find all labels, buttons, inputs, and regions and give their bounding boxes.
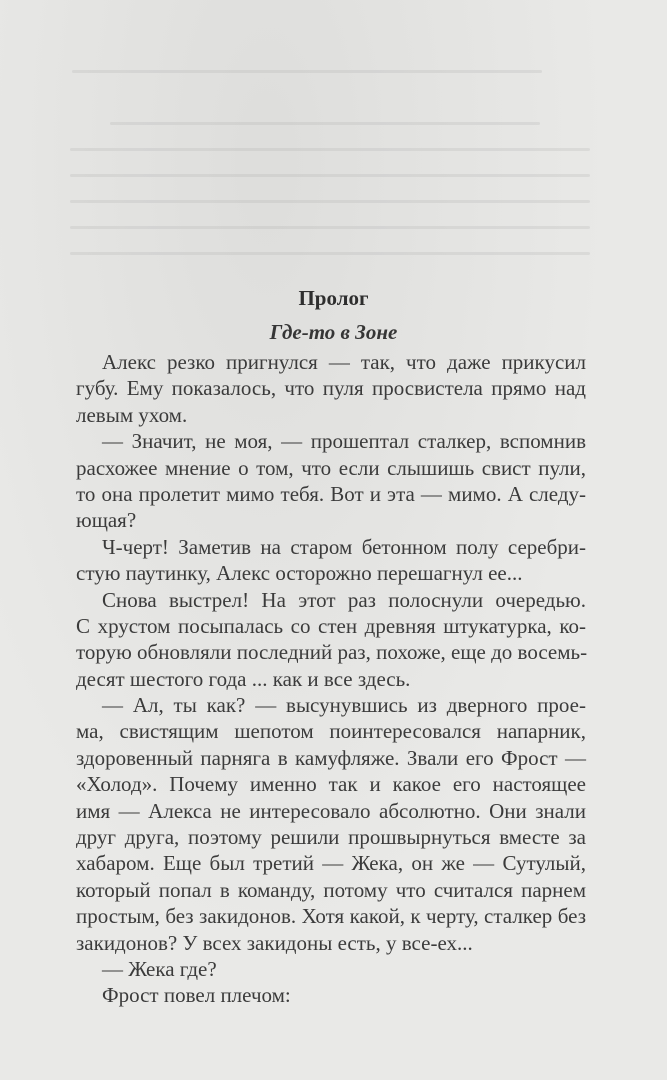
text-line: простым, без закидонов. Хотя какой, к черту, сталкер без [76, 904, 586, 929]
show-through-line [70, 200, 590, 203]
show-through-line [110, 122, 540, 125]
text-line: Снова выстрел! На этот раз полоснули очередью. [102, 587, 586, 612]
chapter-title: Пролог [298, 286, 369, 310]
text-line: «Холод». Почему именно так и какое его настоящее [76, 772, 586, 797]
text-line: то она пролетит мимо тебя. Вот и эта — мимо. А следу- [76, 481, 586, 506]
text-line: хабаром. Еще был третий — Жека, он же — Сутулый, [76, 851, 586, 876]
text-line: С хрустом посыпалась со стен древняя штукатурка, ко- [76, 613, 586, 638]
text-line: имя — Алекса не интересовало абсолютно. Они знали [76, 798, 586, 823]
text-line: Фрост повел плечом: [102, 983, 291, 1008]
text-line: — Значит, не моя, — прошептал сталкер, вспомнив [102, 429, 586, 454]
text-line: стую паутинку, Алекс осторожно перешагнул ее... [76, 561, 523, 586]
show-through-line [70, 148, 590, 151]
text-line: — Жека где? [102, 956, 217, 981]
text-line: друг друга, поэтому решили прошвырнуться вместе за [76, 825, 586, 850]
show-through-line [70, 252, 590, 255]
show-through-line [72, 70, 542, 73]
text-line: здоровенный парняга в камуфляже. Звали его Фрост — [76, 745, 586, 770]
text-line: ющая? [76, 508, 137, 533]
text-line: который попал в команду, потому что считался парнем [76, 877, 586, 902]
text-line: Алекс резко пригнулся — так, что даже прикусил [102, 350, 586, 374]
chapter-subtitle: Где-то в Зоне [269, 320, 398, 344]
show-through-line [70, 226, 590, 229]
text-line: десят шестого года ... как и все здесь. [76, 666, 411, 691]
show-through-line [70, 174, 590, 177]
text-line: закидонов? У всех закидоны есть, у все-ех... [76, 930, 473, 955]
text-line: левым ухом. [76, 402, 188, 427]
text-line: губу. Ему показалось, что пуля просвистела прямо над [76, 376, 586, 401]
text-line: — Ал, ты как? — высунувшись из дверного прое- [102, 693, 586, 718]
text-line: торую обновляли последний раз, похоже, еще до восемь- [76, 640, 588, 665]
body-text [76, 349, 586, 1009]
text-line: расхожее мнение о том, что если слышишь свист пули, [76, 455, 586, 480]
text-line: Ч-черт! Заметив на старом бетонном полу серебри- [102, 534, 586, 559]
text-line: ма, свистящим шепотом поинтересовался напарник, [76, 719, 586, 744]
